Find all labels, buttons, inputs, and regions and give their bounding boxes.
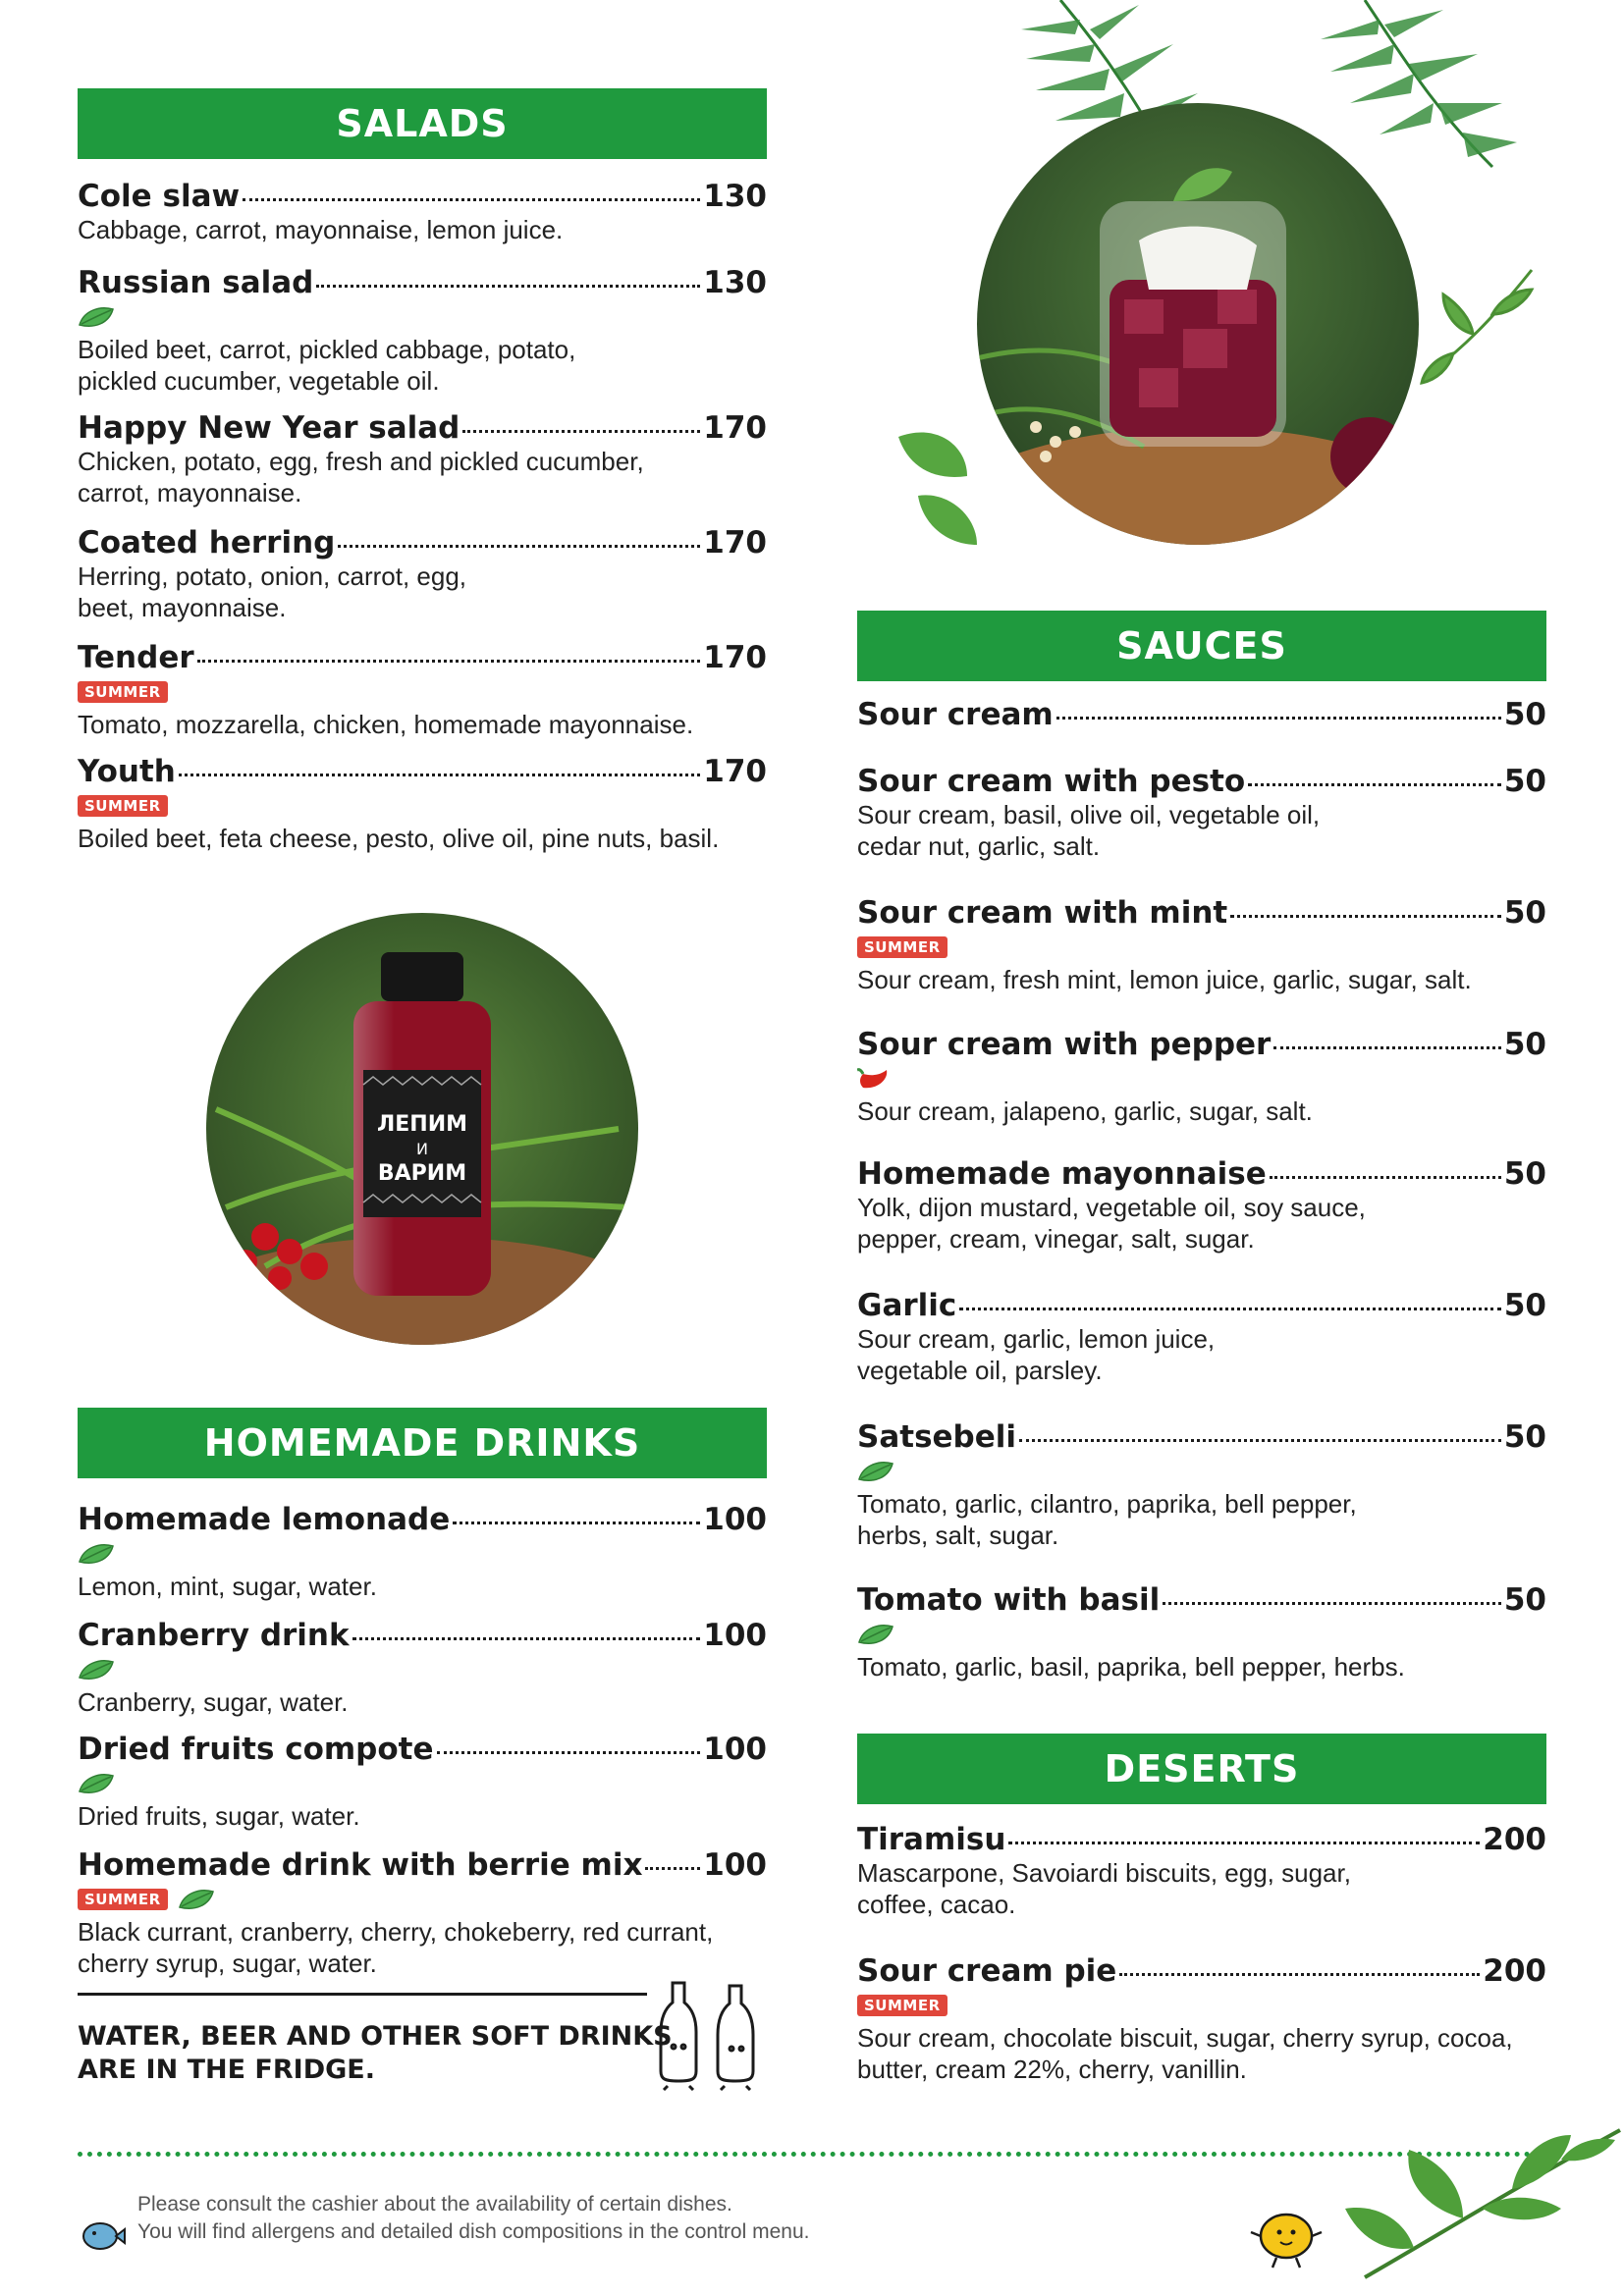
menu-item-badges xyxy=(857,1065,1546,1093)
menu-item-price: 170 xyxy=(703,525,767,561)
menu-item-row xyxy=(78,265,767,300)
menu-item-description: pepper, cream, vinegar, salt, sugar. xyxy=(857,1224,1255,1254)
menu-item-price: 50 xyxy=(1503,1419,1546,1455)
dot-leader xyxy=(645,1867,700,1870)
menu-item-price: 170 xyxy=(703,410,767,446)
menu-item-name: Tiramisu xyxy=(857,1822,1006,1857)
menu-item-price: 50 xyxy=(1503,1582,1546,1618)
summer-badge: SUMMER xyxy=(78,795,168,817)
menu-item-price: 50 xyxy=(1503,697,1546,732)
menu-item-row xyxy=(78,754,767,789)
sauces-header: SAUCES xyxy=(857,611,1546,681)
menu-item-price: 100 xyxy=(703,1847,767,1883)
info-fish-icon xyxy=(77,2216,126,2256)
menu-item-name: Homemade drink with berrie mix xyxy=(78,1847,643,1883)
menu-item-badges xyxy=(857,1621,1546,1648)
dot-leader xyxy=(1008,1842,1480,1844)
menu-item-price: 130 xyxy=(703,265,767,300)
basil-branch-decoration xyxy=(1345,2110,1624,2296)
menu-item-name: Sour cream with pesto xyxy=(857,764,1246,799)
menu-item-description: cherry syrup, sugar, water. xyxy=(78,1949,377,1978)
menu-item-description: coffee, cacao. xyxy=(857,1890,1016,1919)
menu-item-description: Lemon, mint, sugar, water. xyxy=(78,1572,377,1601)
vegan-leaf-icon xyxy=(78,305,115,329)
bottles-icon xyxy=(643,1978,771,2091)
menu-item-description: pickled cucumber, vegetable oil. xyxy=(78,366,440,396)
footer-dotted-divider xyxy=(78,2152,1550,2157)
dot-leader xyxy=(1270,1176,1501,1179)
menu-item-row xyxy=(78,1732,767,1767)
menu-item-name: Coated herring xyxy=(78,525,336,561)
menu-item xyxy=(78,1618,767,1718)
bottle-label-line2: И xyxy=(416,1140,428,1158)
vegan-leaf-icon xyxy=(857,1623,894,1646)
menu-item xyxy=(857,1822,1546,1920)
footer-line2: You will find allergens and detailed dish compositions in the control menu. xyxy=(137,2220,810,2243)
menu-item-description: Sour cream, basil, olive oil, vegetable oil, xyxy=(857,800,1321,829)
dot-leader xyxy=(1248,783,1501,786)
menu-item-badges xyxy=(857,934,1546,961)
menu-item-name: Cole slaw xyxy=(78,179,241,214)
menu-item-row xyxy=(857,1288,1546,1323)
dot-leader xyxy=(316,285,700,288)
fridge-divider xyxy=(78,1993,647,1996)
fridge-note-line1: WATER, BEER AND OTHER SOFT DRINKS xyxy=(78,2021,673,2052)
menu-item-description: Cabbage, carrot, mayonnaise, lemon juice. xyxy=(78,215,564,244)
menu-item-name: Cranberry drink xyxy=(78,1618,350,1653)
menu-item-badges xyxy=(78,1656,767,1683)
menu-item-description: Boiled beet, carrot, pickled cabbage, potato, xyxy=(78,335,576,364)
menu-item xyxy=(857,697,1546,732)
dot-leader xyxy=(197,660,701,663)
menu-item-badges xyxy=(78,678,767,706)
menu-item xyxy=(857,1419,1546,1551)
menu-item-row xyxy=(857,895,1546,931)
salad-jar-photo xyxy=(977,103,1419,545)
dot-leader xyxy=(352,1637,701,1640)
menu-item xyxy=(78,640,767,740)
menu-item-description: Sour cream, chocolate biscuit, sugar, cherry syrup, cocoa, xyxy=(857,2023,1513,2053)
menu-item-row xyxy=(857,697,1546,732)
menu-item-name: Homemade mayonnaise xyxy=(857,1156,1267,1192)
vegan-leaf-icon xyxy=(178,1888,215,1911)
menu-item-name: Tender xyxy=(78,640,194,675)
dot-leader xyxy=(179,774,700,776)
menu-item-row xyxy=(78,1502,767,1537)
menu-item-description: Tomato, garlic, cilantro, paprika, bell pepper, xyxy=(857,1489,1357,1519)
menu-item-price: 100 xyxy=(703,1618,767,1653)
menu-item-name: Satsebeli xyxy=(857,1419,1017,1455)
menu-item-name: Tomato with basil xyxy=(857,1582,1161,1618)
fridge-note xyxy=(78,2020,673,2087)
fridge-note-line2: ARE IN THE FRIDGE. xyxy=(78,2055,375,2085)
menu-item-row xyxy=(857,1156,1546,1192)
menu-item-description: Dried fruits, sugar, water. xyxy=(78,1801,360,1831)
footer-note xyxy=(137,2191,809,2246)
footer-line1: Please consult the cashier about the availability of certain dishes. xyxy=(137,2193,732,2216)
menu-item xyxy=(857,1953,1546,2085)
menu-item-name: Sour cream with pepper xyxy=(857,1027,1272,1062)
summer-badge: SUMMER xyxy=(78,1889,168,1910)
menu-item-name: Russian salad xyxy=(78,265,314,300)
menu-item-price: 50 xyxy=(1503,895,1546,931)
menu-item-row xyxy=(857,1953,1546,1989)
menu-item xyxy=(857,1582,1546,1682)
menu-item-description: Mascarpone, Savoiardi biscuits, egg, sugar, xyxy=(857,1858,1351,1888)
menu-item-price: 200 xyxy=(1483,1822,1546,1857)
menu-item-name: Sour cream with mint xyxy=(857,895,1228,931)
menu-item-price: 50 xyxy=(1503,764,1546,799)
menu-item-description: Cranberry, sugar, water. xyxy=(78,1687,349,1717)
menu-item-price: 100 xyxy=(703,1732,767,1767)
deserts-header: DESERTS xyxy=(857,1734,1546,1804)
menu-item-description: Tomato, garlic, basil, paprika, bell pepper, herbs. xyxy=(857,1652,1405,1682)
dot-leader xyxy=(1119,1973,1480,1976)
menu-item xyxy=(857,1288,1546,1386)
menu-item-name: Dried fruits compote xyxy=(78,1732,434,1767)
menu-item-badges xyxy=(857,1992,1546,2019)
menu-item-row xyxy=(78,640,767,675)
menu-item-price: 170 xyxy=(703,754,767,789)
menu-item-price: 100 xyxy=(703,1502,767,1537)
menu-item-badges xyxy=(857,1458,1546,1485)
dot-leader xyxy=(243,198,700,201)
menu-item xyxy=(78,1732,767,1832)
menu-item xyxy=(857,764,1546,862)
menu-item-row xyxy=(78,179,767,214)
menu-item-description: Sour cream, fresh mint, lemon juice, garlic, sugar, salt. xyxy=(857,965,1472,994)
dot-leader xyxy=(1273,1046,1501,1049)
menu-item-badges xyxy=(78,1540,767,1568)
menu-item-description: Sour cream, jalapeno, garlic, sugar, salt. xyxy=(857,1096,1313,1126)
menu-item-row xyxy=(857,1582,1546,1618)
menu-item-description: Herring, potato, onion, carrot, egg, xyxy=(78,561,467,591)
lemon-mascot-icon xyxy=(1247,2199,1326,2272)
menu-item xyxy=(78,754,767,854)
menu-item-badges xyxy=(78,303,767,331)
menu-item-row xyxy=(78,525,767,561)
menu-item-description: Black currant, cranberry, cherry, chokeberry, red currant, xyxy=(78,1917,714,1947)
tarragon-sprig-decoration xyxy=(1414,260,1542,398)
menu-item xyxy=(857,895,1546,995)
menu-item xyxy=(78,1847,767,1979)
menu-item-description: Boiled beet, feta cheese, pesto, olive oil, pine nuts, basil. xyxy=(78,824,720,853)
menu-item-description: Chicken, potato, egg, fresh and pickled cucumber, xyxy=(78,447,644,476)
menu-item-row xyxy=(78,1618,767,1653)
menu-item-price: 50 xyxy=(1503,1288,1546,1323)
dot-leader xyxy=(462,430,700,433)
menu-item-row xyxy=(78,1847,767,1883)
vegan-leaf-icon xyxy=(78,1772,115,1795)
bottle-label-line1: ЛЕПИМ xyxy=(376,1112,468,1137)
menu-item xyxy=(78,525,767,623)
summer-badge: SUMMER xyxy=(78,681,168,703)
vegan-leaf-icon xyxy=(857,1460,894,1483)
menu-item-name: Sour cream pie xyxy=(857,1953,1117,1989)
basil-leaves-decoration xyxy=(889,417,1006,555)
dot-leader xyxy=(338,545,700,548)
dot-leader xyxy=(437,1751,701,1754)
dot-leader xyxy=(1163,1602,1501,1605)
menu-item-name: Youth xyxy=(78,754,176,789)
menu-item xyxy=(78,265,767,397)
vegan-leaf-icon xyxy=(78,1542,115,1566)
menu-item xyxy=(78,410,767,508)
menu-item-price: 130 xyxy=(703,179,767,214)
drink-bottle-photo xyxy=(206,913,638,1345)
summer-badge: SUMMER xyxy=(857,1995,947,2016)
menu-item-row xyxy=(857,1419,1546,1455)
menu-item xyxy=(857,1156,1546,1255)
menu-item-price: 200 xyxy=(1483,1953,1546,1989)
menu-item-description: Tomato, mozzarella, chicken, homemade mayonnaise. xyxy=(78,710,694,739)
menu-item-badges xyxy=(78,1886,767,1913)
menu-item-price: 170 xyxy=(703,640,767,675)
menu-item-description: Sour cream, garlic, lemon juice, xyxy=(857,1324,1216,1354)
menu-item-row xyxy=(857,1822,1546,1857)
menu-item xyxy=(78,1502,767,1602)
vegan-leaf-icon xyxy=(78,1658,115,1682)
menu-item-row xyxy=(857,764,1546,799)
dot-leader xyxy=(453,1522,700,1524)
menu-item-row xyxy=(857,1027,1546,1062)
menu-item-row xyxy=(78,410,767,446)
menu-item-description: beet, mayonnaise. xyxy=(78,593,287,622)
spicy-pepper-icon xyxy=(857,1066,893,1092)
salads-header: SALADS xyxy=(78,88,767,159)
menu-item-name: Homemade lemonade xyxy=(78,1502,451,1537)
menu-item-price: 50 xyxy=(1503,1027,1546,1062)
dot-leader xyxy=(959,1308,1501,1310)
bottle-label-line3: ВАРИМ xyxy=(377,1161,467,1186)
menu-item-name: Happy New Year salad xyxy=(78,410,460,446)
dot-leader xyxy=(1056,717,1501,720)
summer-badge: SUMMER xyxy=(857,936,947,958)
menu-item-description: vegetable oil, parsley. xyxy=(857,1356,1103,1385)
menu-item-description: butter, cream 22%, cherry, vanillin. xyxy=(857,2055,1247,2084)
dot-leader xyxy=(1019,1439,1501,1442)
menu-item xyxy=(857,1027,1546,1127)
dot-leader xyxy=(1230,915,1501,918)
drinks-header: HOMEMADE DRINKS xyxy=(78,1408,767,1478)
menu-item-badges xyxy=(78,1770,767,1797)
menu-item-name: Garlic xyxy=(857,1288,957,1323)
menu-item-name: Sour cream xyxy=(857,697,1054,732)
menu-item-price: 50 xyxy=(1503,1156,1546,1192)
menu-item-description: cedar nut, garlic, salt. xyxy=(857,831,1101,861)
menu-item-description: Yolk, dijon mustard, vegetable oil, soy sauce, xyxy=(857,1193,1366,1222)
menu-item-badges xyxy=(78,792,767,820)
menu-item-description: herbs, salt, sugar. xyxy=(857,1521,1059,1550)
menu-item-description: carrot, mayonnaise. xyxy=(78,478,302,507)
menu-item xyxy=(78,179,767,245)
